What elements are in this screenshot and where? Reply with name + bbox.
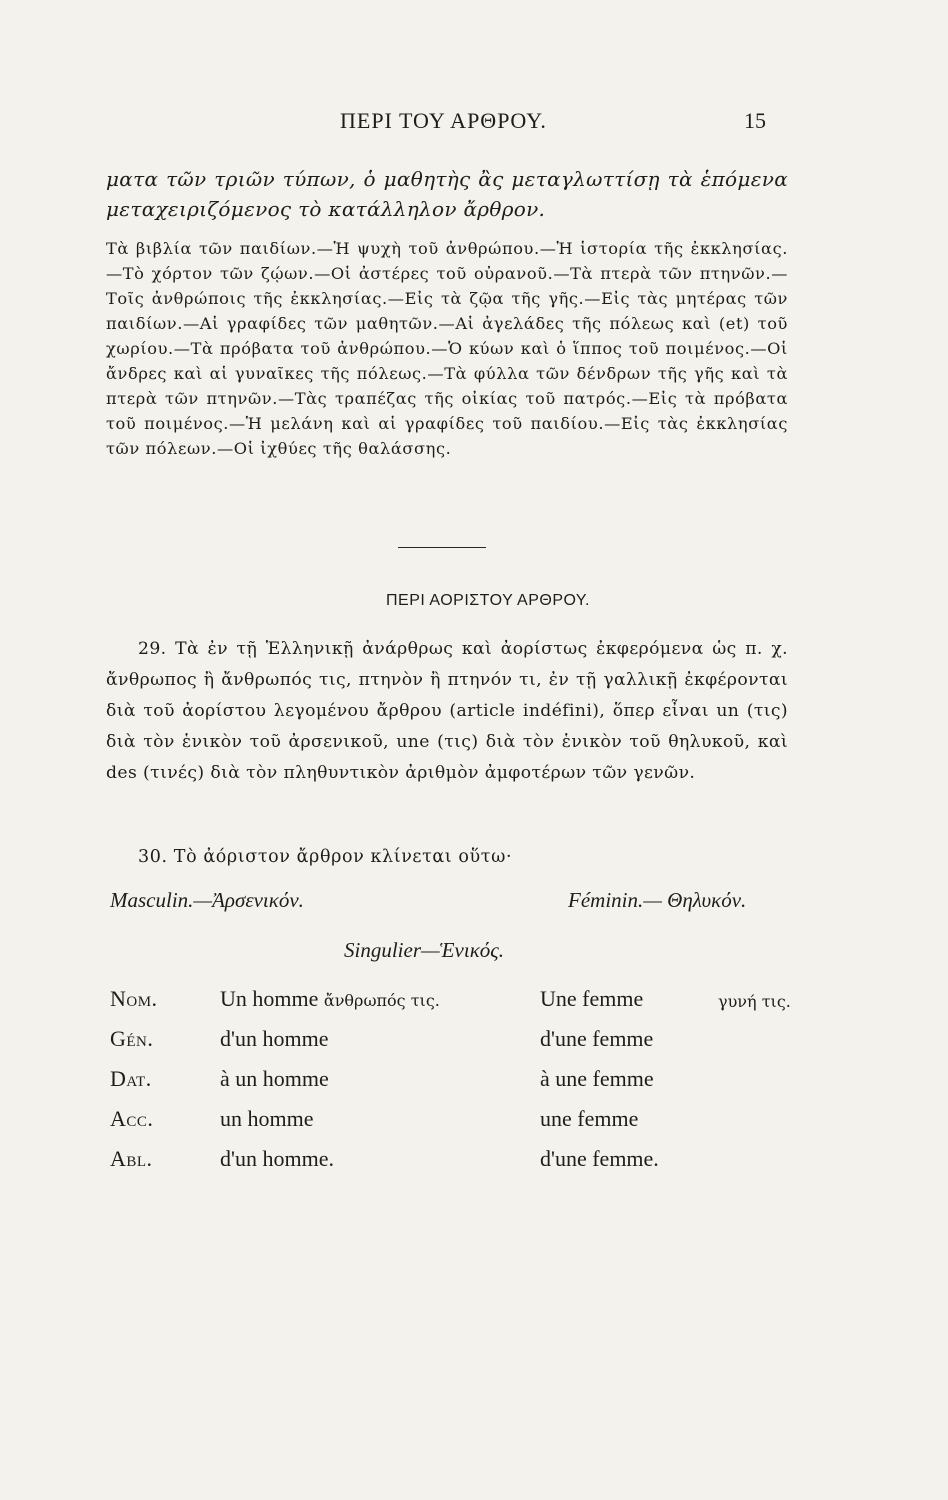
- masculine-form: à un homme: [220, 1066, 329, 1091]
- section-divider: [398, 547, 486, 548]
- declension-row: [110, 1066, 810, 1100]
- exercise-paragraph: Τὰ βιβλία τῶν παιδίων.—Ἡ ψυχὴ τοῦ ἀνθρώπου.—Ἡ ἱστορία τῆς ἐκκλησίας.—Τὸ χόρτον τῶν ζῴων.—Οἱ ἀστέρες τοῦ οὐρανοῦ.—Τὰ πτερὰ τῶν πτηνῶν.—Τοῖς ἀνθρώποις τῆς ἐκκλησίας.—Εἰς τὰ ζῷα τῆς γῆς.—Εἰς τὰς μητέρας τῶν παιδίων.—Αἱ γραφίδες τῶν μαθητῶν.—Αἱ ἀγελάδες τῆς πόλεως καὶ (et) τοῦ χωρίου.—Τὰ πρόβατα τοῦ ἀνθρώπου.—Ὁ κύων καὶ ὁ ἵππος τοῦ ποιμένος.—Οἱ ἄνδρες καὶ αἱ γυναῖκες τῆς πόλεως.—Τὰ φύλλα τῶν δένδρων τῆς γῆς καὶ τὰ πτερὰ τῶν πτηνῶν.—Τὰς τραπέζας τῆς οἰκίας τοῦ πατρός.—Εἰς τὰ πρόβατα τοῦ ποιμένος.—Ἡ μελάνη καὶ αἱ γραφίδες τοῦ παιδίου.—Εἰς τὰς ἐκκλησίας τῶν πόλεων.—Οἱ ἰχθύες τῆς θαλάσσης.: [106, 239, 788, 458]
- feminine-form: à une femme: [540, 1066, 654, 1091]
- feminine-heading: Féminin.— Θηλυκόν.: [568, 888, 747, 912]
- section-title: ΠΕΡΙ ΑΟΡΙΣΤΟΥ ΑΡΘΡΟΥ.: [385, 592, 590, 609]
- declension-row: [110, 1146, 810, 1180]
- declension-row: [110, 986, 810, 1020]
- page-number: 15: [744, 108, 766, 133]
- case-label: Abl.: [110, 1146, 153, 1171]
- feminine-form: Une femme: [540, 986, 644, 1011]
- masculine-form: d'un homme.: [220, 1146, 334, 1171]
- paragraph-30: 30. Τὸ ἀόριστον ἄρθρον κλίνεται οὕτω·: [138, 847, 513, 867]
- singular-heading: Singulier—Ἑνικός.: [344, 938, 505, 962]
- case-label: Dat.: [110, 1066, 152, 1091]
- masculine-form: d'un homme: [220, 1026, 329, 1051]
- masculine-greek: ἄνθρωπός τις.: [323, 991, 440, 1010]
- masculine-form: un homme: [220, 1106, 314, 1131]
- paragraph-29: 29. Τὰ ἐν τῇ Ἑλληνικῇ ἀνάρθρως καὶ ἀορίστως ἐκφερόμενα ὡς π. χ. ἄνθρωπος ἢ ἄνθρωπός τις, πτηνὸν ἢ πτηνόν τι, ἐν τῇ γαλλικῇ ἐκφέρονται διὰ τοῦ ἀορίστου λεγομένου ἄρθρου (article indéfini), ὅπερ εἶναι un (τις) διὰ τὸν ἑνικὸν τοῦ ἀρσενικοῦ, une (τις) διὰ τὸν ἑνικὸν τοῦ θηλυκοῦ, καὶ des (τινές) διὰ τὸν πληθυντικὸν ἀριθμὸν ἀμφοτέρων τῶν γενῶν.: [106, 639, 788, 783]
- case-label: Acc.: [110, 1106, 154, 1131]
- feminine-form: d'une femme.: [540, 1146, 659, 1171]
- declension-row: [110, 1106, 810, 1140]
- running-head: [0, 108, 948, 138]
- masculine-form: [220, 986, 440, 1012]
- masculine-heading: Masculin.—Ἀρσενικόν.: [110, 888, 304, 912]
- feminine-form: une femme: [540, 1106, 639, 1131]
- intro-paragraph: ματα τῶν τριῶν τύπων, ὁ μαθητὴς ἂς μεταγλωττίσῃ τὰ ἑπόμενα μεταχειριζόμενος τὸ κατάλληλον ἄρθρον.: [106, 167, 788, 221]
- case-label: Gén.: [110, 1026, 154, 1051]
- running-title: ΠΕΡΙ ΤΟΥ ΑΡΘΡΟΥ.: [340, 108, 547, 133]
- case-label: Nom.: [110, 986, 158, 1011]
- declension-row: [110, 1026, 810, 1060]
- feminine-greek: γυνή τις.: [718, 992, 791, 1011]
- feminine-form: d'une femme: [540, 1026, 654, 1051]
- masculine-french: Un homme: [220, 986, 319, 1011]
